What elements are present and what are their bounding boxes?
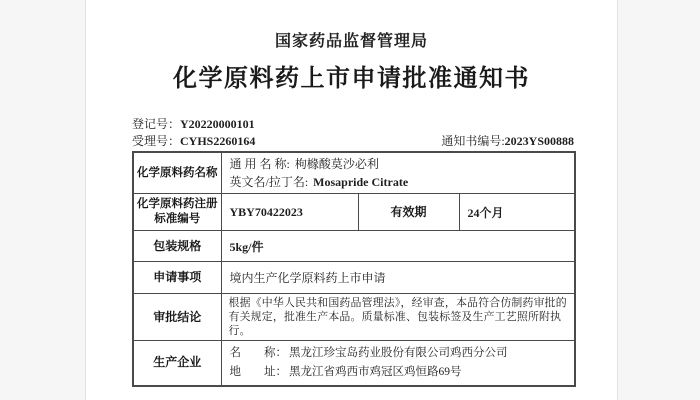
application-value: 境内生产化学原料药上市申请 (221, 262, 575, 294)
agency-name: 国家药品监督管理局 (274, 33, 428, 50)
table-row-drug-name (133, 152, 575, 194)
notice-number (441, 133, 574, 150)
manufacturer-cell (221, 341, 575, 386)
meta-block (132, 116, 574, 150)
manufacturer-address-value: 黑龙江省鸡西市鸡冠区鸡恒路69号 (289, 365, 462, 378)
notice-number-label: 通知书编号: (441, 134, 505, 148)
table-row-manufacturer (133, 341, 575, 386)
registration-number (132, 116, 255, 133)
english-name-label: 英文名/拉丁名: (229, 175, 309, 189)
standard-number-row-label: 化学原料药注册标准编号 (133, 194, 221, 231)
generic-name-value: 枸橼酸莫沙必利 (294, 157, 379, 171)
generic-name-line (230, 155, 567, 173)
english-name-line (230, 173, 567, 191)
conclusion-value: 根据《中华人民共和国药品管理法》，经审查，本品符合仿制药审批的有关规定，批准生产本品。质量标准、包装标签及生产工艺照所附执行。 (221, 294, 575, 341)
validity-value: 24个月 (459, 194, 575, 231)
standard-number-value: YBY70422023 (221, 194, 358, 231)
packaging-value: 5kg/件 (221, 231, 575, 262)
manufacturer-address-line (230, 363, 567, 382)
approval-table (132, 151, 576, 387)
acceptance-notice-line (132, 133, 574, 150)
registration-number-value: Y20220000101 (180, 117, 255, 131)
table-row-standard-number (133, 194, 575, 231)
table-row-conclusion (133, 294, 575, 341)
acceptance-number (132, 133, 255, 150)
manufacturer-name-line (230, 344, 567, 363)
application-row-label: 申请事项 (133, 262, 221, 294)
english-name-value: Mosapride Citrate (313, 175, 409, 189)
manufacturer-address-label: 地 址： (229, 365, 287, 378)
table-row-packaging (133, 231, 575, 262)
document-title: 化学原料药上市申请批准通知书 (173, 66, 530, 92)
drug-name-cell (221, 152, 575, 194)
drug-name-row-label: 化学原料药名称 (133, 152, 221, 194)
document-page (85, 0, 618, 400)
manufacturer-name-value: 黑龙江珍宝岛药业股份有限公司鸡西分公司 (289, 346, 508, 359)
validity-label: 有效期 (358, 194, 459, 231)
acceptance-number-value: CYHS2260164 (180, 134, 256, 148)
packaging-row-label: 包装规格 (133, 231, 221, 262)
acceptance-number-label: 受理号： (132, 134, 181, 148)
manufacturer-name-label: 名 称： (229, 346, 287, 359)
table-row-application (133, 262, 575, 294)
notice-number-value: 2023YS00888 (504, 134, 574, 148)
generic-name-label: 通 用 名 称: (229, 157, 290, 171)
manufacturer-row-label: 生产企业 (133, 341, 221, 386)
conclusion-row-label: 审批结论 (133, 294, 221, 341)
registration-number-label: 登记号： (132, 117, 181, 131)
registration-number-line (132, 116, 574, 133)
